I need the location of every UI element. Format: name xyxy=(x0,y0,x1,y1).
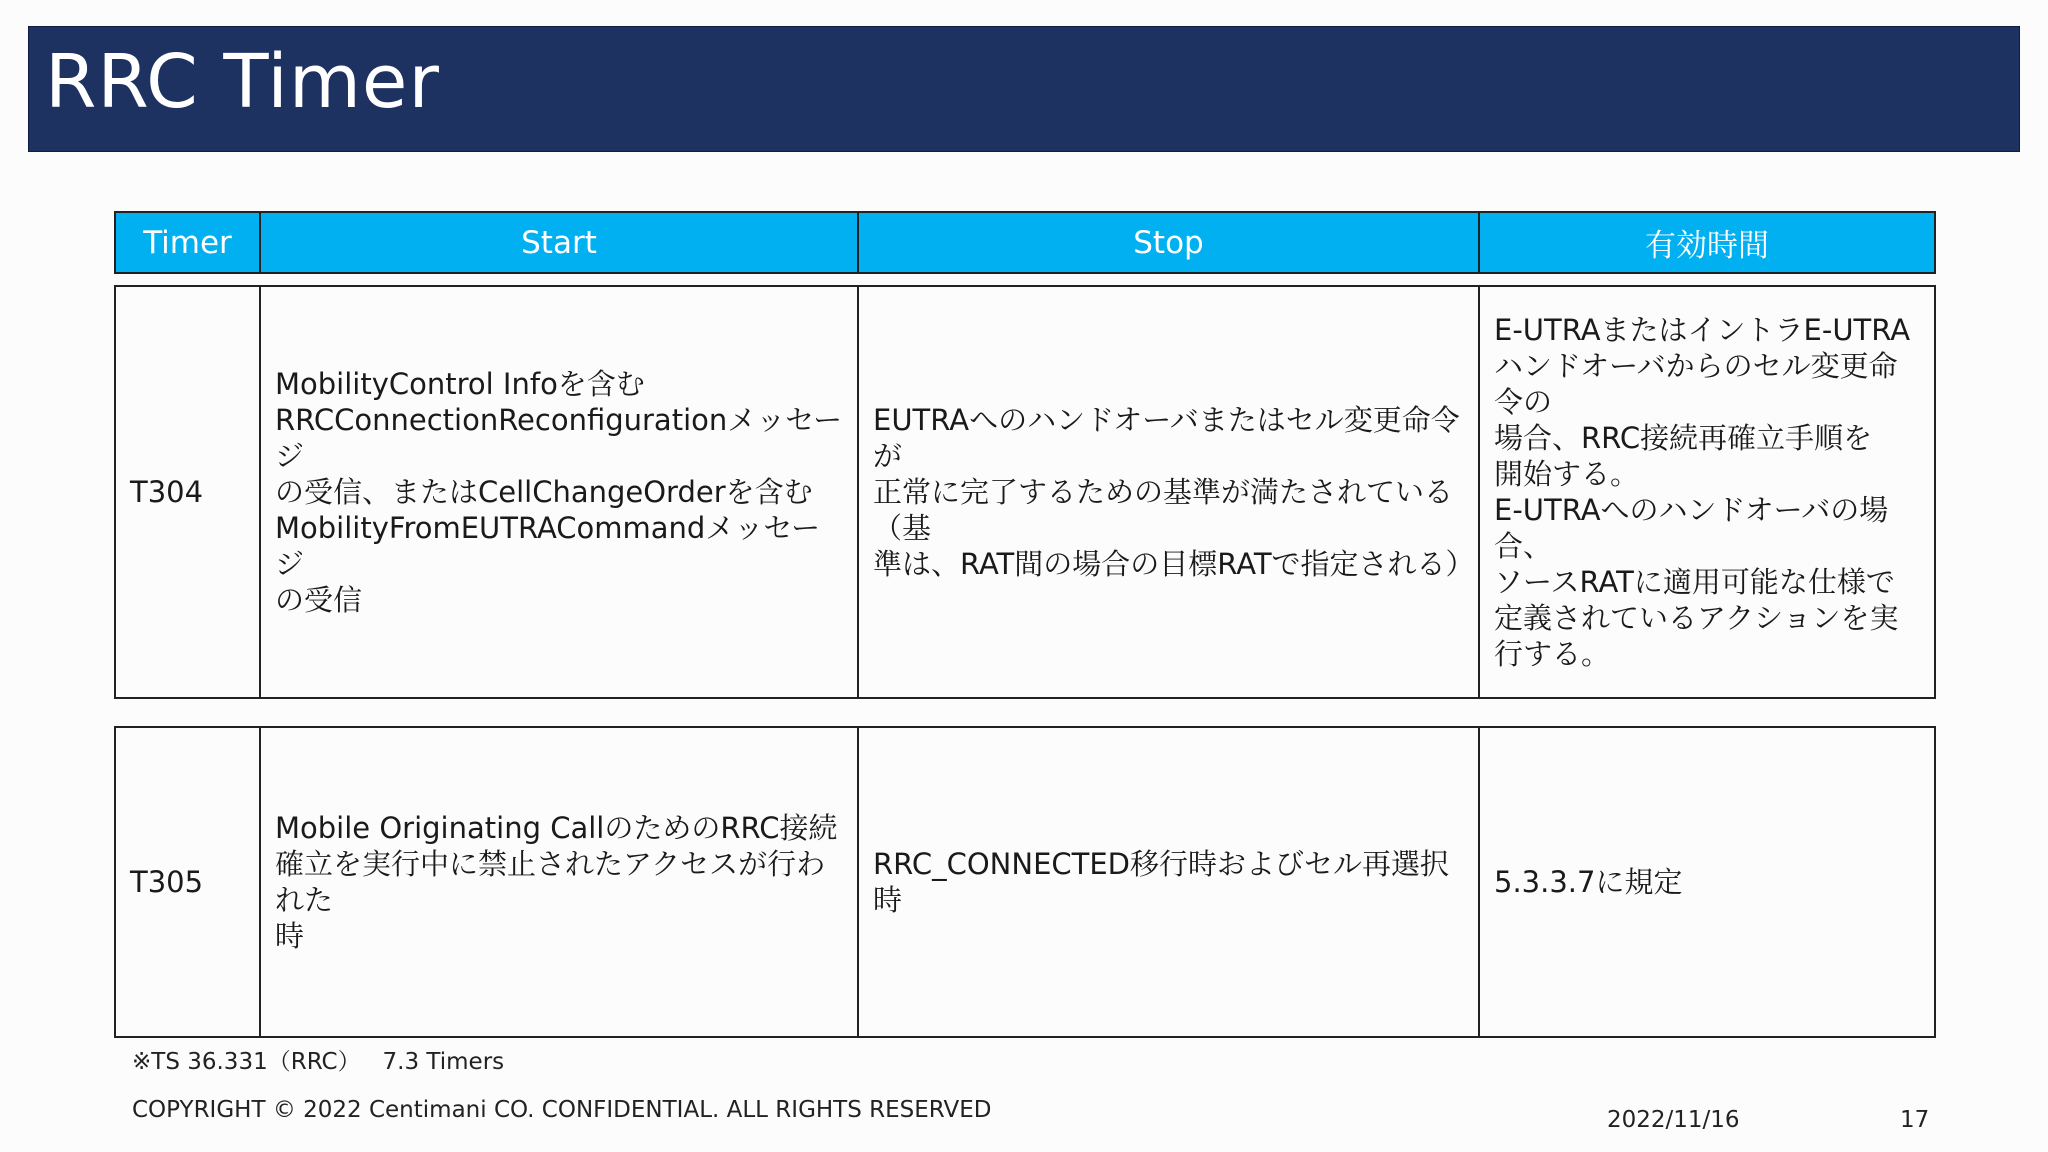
cell-valid-time: 5.3.3.7に規定 xyxy=(1479,727,1935,1037)
cell-valid-time: E-UTRAまたはイントラE-UTRA ハンドオーバからのセル変更命令の 場合、RRC接続再確立手順を 開始する。 E-UTRAへのハンドオーバの場合、 ソースRATに適用可能な仕様で 定義されているアクションを実行する。 xyxy=(1479,286,1935,698)
header-timer: Timer xyxy=(115,212,260,273)
header-stop: Stop xyxy=(858,212,1479,273)
timer-table-header xyxy=(114,211,1936,274)
cell-stop: EUTRAへのハンドオーバまたはセル変更命令が 正常に完了するための基準が満たされている（基 準は、RAT間の場合の目標RATで指定される） xyxy=(858,286,1479,698)
cell-timer: T305 xyxy=(115,727,260,1037)
slide-date: 2022/11/16 xyxy=(1607,1107,1740,1133)
cell-start: Mobile Originating CallのためのRRC接続 確立を実行中に禁止されたアクセスが行われた 時 xyxy=(260,727,858,1037)
page-number: 17 xyxy=(1900,1107,1930,1133)
cell-timer: T304 xyxy=(115,286,260,698)
header-valid-time: 有効時間 xyxy=(1479,212,1935,273)
slide-title: RRC Timer xyxy=(45,39,440,125)
cell-start: MobilityControl Infoを含む RRCConnectionReconfigurationメッセージ の受信、またはCellChangeOrderを含む MobilityFromEUTRACommandメッセージ の受信 xyxy=(260,286,858,698)
title-bar xyxy=(28,26,2020,152)
table-row xyxy=(115,727,1935,1037)
header-start: Start xyxy=(260,212,858,273)
reference-note: ※TS 36.331（RRC） 7.3 Timers xyxy=(132,1049,505,1075)
header-row xyxy=(115,212,1935,273)
table-row xyxy=(115,286,1935,698)
copyright-text: COPYRIGHT © 2022 Centimani CO. CONFIDENTIAL. ALL RIGHTS RESERVED xyxy=(132,1097,992,1123)
timer-row-t304 xyxy=(114,285,1936,699)
cell-stop: RRC_CONNECTED移行時およびセル再選択 時 xyxy=(858,727,1479,1037)
timer-row-t305 xyxy=(114,726,1936,1038)
